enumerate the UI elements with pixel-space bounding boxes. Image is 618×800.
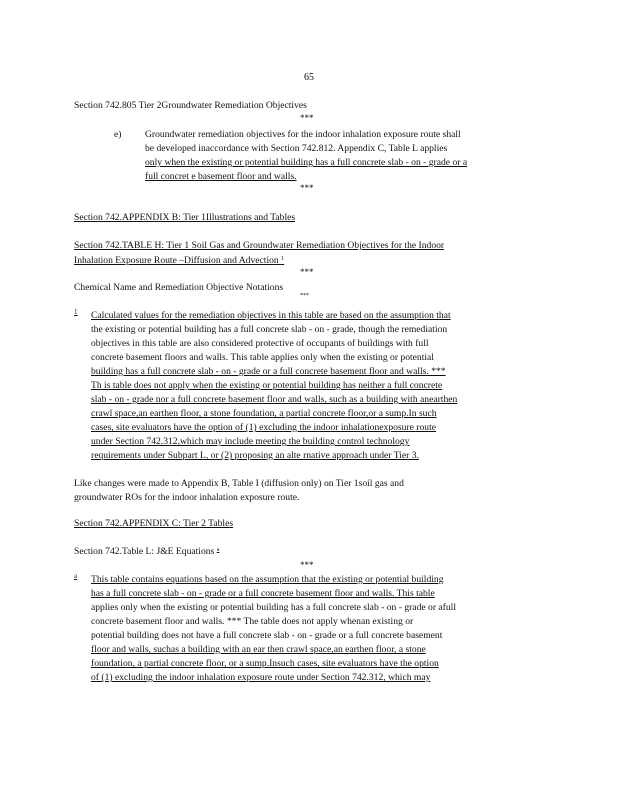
fna-line-3: applies only when the existing or potential building has a full concrete slab - on - grade or afull: [91, 602, 456, 613]
table-h-heading-line-1: Section 742.TABLE H: Tier 1 Soil Gas and Groundwater Remediation Objectives for the Indoor: [74, 240, 445, 251]
s805-line-2: be developed inaccordance with Section 742.812. Appendix C, Table L applies: [145, 143, 448, 154]
fn1-line-5: building has a full concrete slab - on - grade or a full concrete basement floor and walls. ***: [91, 366, 446, 377]
table-l-heading: Section 742.Table L: J&E Equations $^a$: [74, 546, 220, 557]
fna-line-7: foundation, a partial concrete floor, or a sump.Insuch cases, site evaluators have the option: [91, 658, 439, 669]
fna-line-8: of (1) excluding the indoor inhalation exposure route under Section 742.312, which may: [91, 672, 431, 683]
footnote-1-mark: 1: [74, 308, 78, 316]
stars-1: ***: [300, 113, 314, 123]
fn1-line-10: under Section 742.312,which may include meeting the building control technology: [91, 436, 410, 447]
fna-line-1: This table contains equations based on the assumption that the existing or potential building: [91, 574, 444, 585]
appendix-c-heading: Section 742.APPENDIX C: Tier 2 Tables: [74, 518, 234, 529]
table-h-heading-line-2: Inhalation Exposure Route –Diffusion and Advection $^1$: [74, 255, 285, 266]
fn1-line-1: Calculated values for the remediation objectives in this table are based on the assumption that: [91, 310, 451, 321]
section-805-heading: Section 742.805 Tier 2Groundwater Remediation Objectives: [74, 100, 307, 111]
like-changes-line-1: Like changes were made to Appendix B, Table I (diffusion only) on Tier 1soil gas and: [74, 478, 404, 489]
fn1-line-6: Th is table does not apply when the existing or potential building has neither a full concrete: [91, 380, 443, 391]
table-h-footnote-ref: 1: [281, 256, 285, 262]
like-changes-line-2: groundwater ROs for the indoor inhalation exposure route.: [74, 492, 300, 503]
s805-line-4: full concret e basement floor and walls.: [145, 171, 297, 182]
appendix-b-heading: Section 742.APPENDIX B: Tier 1Illustrations and Tables: [74, 212, 296, 223]
fna-line-6: floor and walls, suchas a building with an ear then crawl space,an earthen floor, a stone: [91, 644, 426, 655]
fn1-line-7: slab - on - grade nor a full concrete basement floor and walls, such as a building with anearthen: [91, 394, 458, 405]
fn1-line-3: objectives in this table are also considered protective of occupants of buildings with full: [91, 338, 429, 349]
stars-4: ***: [300, 293, 309, 299]
s805-line-3: only when the existing or potential building has a full concrete slab - on - grade or a: [145, 157, 468, 168]
fn1-line-4: concrete basement floors and walls. This table applies only when the existing or potential: [91, 352, 434, 363]
fn1-line-9: cases, site evaluators have the option of (1) excluding the indoor inhalationexposure route: [91, 422, 437, 433]
stars-3: ***: [300, 267, 314, 277]
table-l-footnote-ref: a: [216, 547, 220, 553]
fna-line-2: has a full concrete slab - on - grade or a full concrete basement floor and walls. This table: [91, 588, 435, 599]
s805-line-1: Groundwater remediation objectives for the indoor inhalation exposure route shall: [145, 129, 461, 140]
item-label-e: e): [114, 129, 122, 140]
stars-2: ***: [300, 183, 314, 193]
fn1-line-11: requirements under Subpart L, or (2) proposing an alte rnative approach under Tier 3.: [91, 450, 419, 461]
fna-line-4: concrete basement floor and walls. *** The table does not apply whenan existing or: [91, 616, 414, 627]
page-number: 65: [304, 72, 314, 83]
chemical-notations-heading: Chemical Name and Remediation Objective Notations: [74, 282, 284, 293]
stars-5: ***: [300, 560, 314, 570]
fn1-line-2: the existing or potential building has a full concrete slab - on - grade, though the remediation: [91, 324, 448, 335]
fn1-line-8: crawl space,an earthen floor, a stone foundation, a partial concrete floor,or a sump.In such: [91, 408, 437, 419]
fna-line-5: potential building does not have a full concrete slab - on - grade or a full concrete basement: [91, 630, 443, 641]
footnote-a-mark: a: [74, 572, 78, 580]
